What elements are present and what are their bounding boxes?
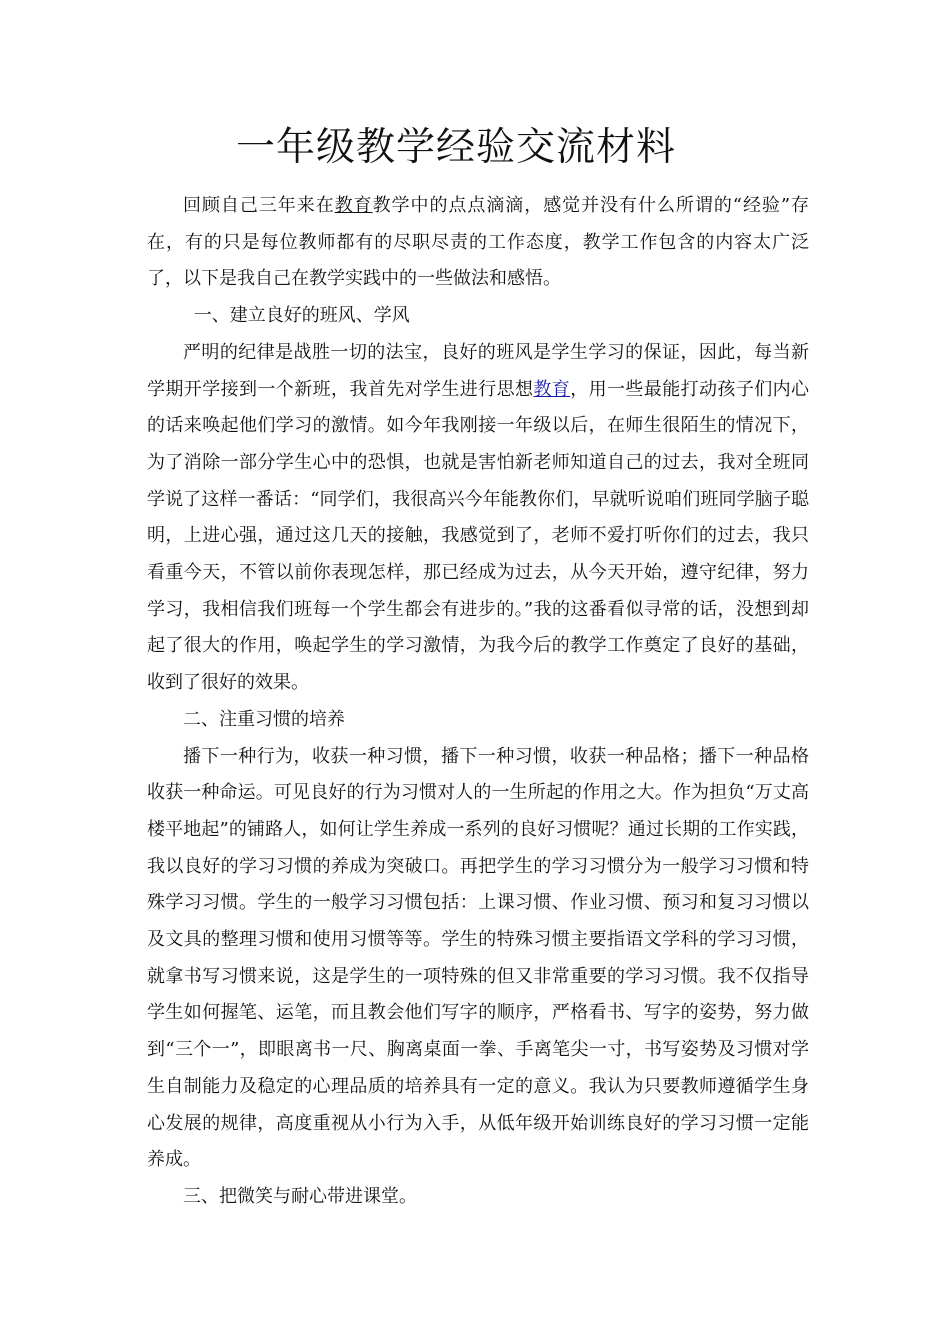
page-title: 一年级教学经验交流材料 [235,125,676,170]
section-heading-3: 三、把微笑与耐心带进课堂。 [183,1185,417,1207]
section-heading-2: 二、注重习惯的培养 [183,708,345,730]
intro-text-before: 回顾自己三年来在 [183,195,335,216]
class-style-text-before: 严明的纪律是战胜一切的法宝，良好的班风是学生学习的保证，因此，每当新学期开学接到一个新班，我首先对学生进行思想 [147,341,809,400]
education-link-2[interactable]: 教育 [533,378,571,400]
education-link[interactable]: 教育 [334,195,373,216]
section-heading-1: 一、建立良好的班风、学风 [193,305,410,327]
class-style-text-after: ，用一些最能打动孩子们内心的话来唤起他们学习的激情。如今年我刚接一年级以后，在师生很陌生的情况下，为了消除一部分学生心中的恐惧，也就是害怕新老师知道自己的过去，我对全班同学说了这样一番话：“同学们，我很高兴今年能教你们，早就听说咱们班同学脑子聪明，上进心强，通过这几天的接触，我感觉到了，老师不爱打听你们的过去，我只看重今天，不管以前你表现怎样，那已经成为过去，从今天开始，遵守纪律，努力学习，我相信我们班每一个学生都会有进步的。”我的这番看似寻常的话，没想到却起了很大的作用，唤起学生的学习激情，为我今后的教学工作奠定了良好的基础，收到了很好的效果。 [147,378,810,694]
document-body [147,188,809,1216]
paragraph-class-style [147,335,809,702]
paragraph-habits: 播下一种行为，收获一种习惯，播下一种习惯，收获一种品格；播下一种品格收获一种命运。可见良好的行为习惯对人的一生所起的作用之大。作为担负“万丈高楼平地起”的铺路人，如何让学生养成一系列的良好习惯呢？通过长期的工作实践，我以良好的学习习惯的养成为突破口。再把学生的学习习惯分为一般学习习惯和特殊学习习惯。学生的一般学习习惯包括：上课习惯、作业习惯、预习和复习习惯以及文具的整理习惯和使用习惯等等。学生的特殊习惯主要指语文学科的学习习惯，就拿书写习惯来说，这是学生的一项特殊的但又非常重要的学习习惯。我不仅指导学生如何握笔、运笔，而且教会他们写字的顺序，严格看书、写字的姿势，努力做到“三个一”，即眼离书一尺、胸离桌面一拳、手离笔尖一寸，书写姿势及习惯对学生自制能力及稳定的心理品质的培养具有一定的意义。我认为只要教师遵循学生身心发展的规律，高度重视从小行为入手，从低年级开始训练良好的学习习惯一定能养成。 [147,745,809,1171]
intro-text-after: 教学中的点点滴滴，感觉并没有什么所谓的“经验”存在，有的只是每位教师都有的尽职尽责的工作态度，教学工作包含的内容太广泛了，以下是我自己在教学实践中的一些做法和感悟。 [147,195,810,290]
paragraph-intro [147,188,809,298]
